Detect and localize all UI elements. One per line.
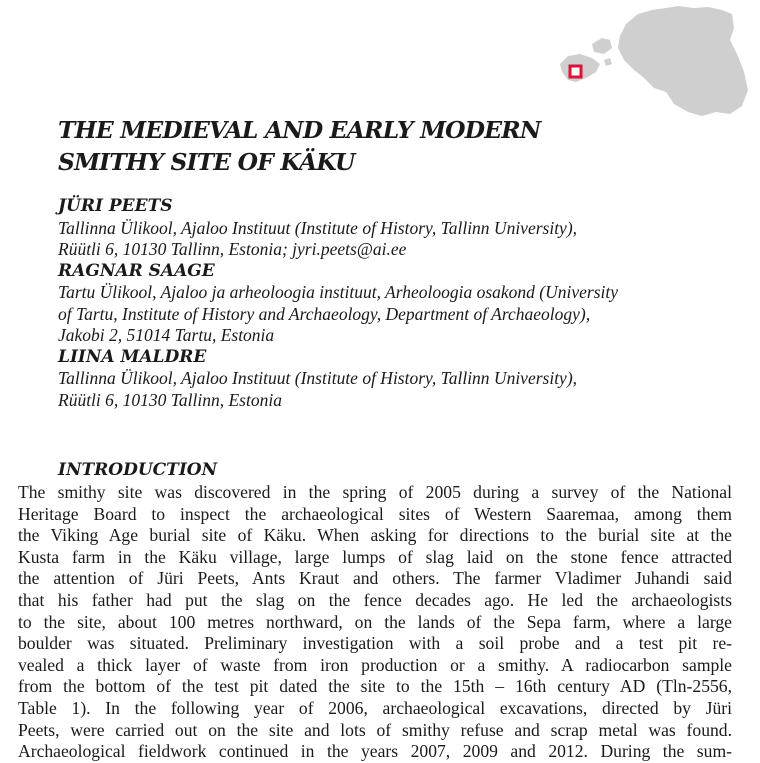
body-line-text: the Viking Age burial site of Käku. When asking for directions to the burial site at the xyxy=(18,525,732,546)
estonia-mainland-shape xyxy=(618,6,748,116)
author-name: LIINA MALDRE xyxy=(58,346,207,367)
body-line xyxy=(18,482,732,504)
body-line-text: boulder was situated. Preliminary investigation with a soil probe and a test pit re- xyxy=(18,633,732,654)
author-affiliation-line: of Tartu, Institute of History and Archaeology, Department of Archaeology), xyxy=(58,303,591,324)
section-heading: INTRODUCTION xyxy=(58,460,218,480)
author-affiliation-line: Tartu Ülikool, Ajaloo ja arheoloogia instituut, Arheoloogia osakond (University xyxy=(58,282,619,302)
body-line xyxy=(18,568,732,590)
body-line xyxy=(18,633,732,655)
body-line xyxy=(18,525,732,547)
body-paragraph xyxy=(18,482,732,763)
author-block xyxy=(58,347,748,412)
hiiumaa-island-shape xyxy=(592,38,612,54)
title-line-1: THE MEDIEVAL AND EARLY MODERN xyxy=(58,116,541,144)
body-line-text: from the bottom of the test pit dated the site to the 15th – 16th century AD (Tln-2556, xyxy=(18,676,732,697)
body-line-text: Heritage Board to inspect the archaeological sites of Western Saaremaa, among them xyxy=(18,503,732,524)
article-title xyxy=(58,114,540,178)
body-line-text: The smithy site was discovered in the spring of 2005 during a survey of the National xyxy=(18,482,732,502)
body-line-text: Archaeological fieldwork continued in the years 2007, 2009 and 2012. During the sum- xyxy=(18,741,732,762)
site-marker xyxy=(570,66,581,77)
body-line xyxy=(18,698,732,720)
body-line xyxy=(18,741,732,763)
author-name: JÜRI PEETS xyxy=(58,196,173,216)
body-line xyxy=(18,676,732,698)
author-block xyxy=(58,196,748,261)
body-line xyxy=(18,547,732,569)
body-line-text: to the site, about 100 metres northward, on the lands of the Sepa farm, where a large xyxy=(18,611,732,632)
body-line-text: Peets, were carried out on the site and lots of smithy refuse and scrap metal was found. xyxy=(18,719,732,740)
author-name: RAGNAR SAAGE xyxy=(58,260,215,281)
author-affiliation-line: Rüütli 6, 10130 Tallinn, Estonia xyxy=(58,389,282,410)
body-line xyxy=(18,655,732,677)
author-affiliation-line: Tallinna Ülikool, Ajaloo Instituut (Institute of History, Tallinn University), xyxy=(58,217,578,238)
muhu-island-shape xyxy=(604,58,612,66)
author-affiliation-line: Tallinna Ülikool, Ajaloo Instituut (Institute of History, Tallinn University), xyxy=(58,368,578,388)
body-line xyxy=(18,590,732,612)
author-affiliation-line: Jakobi 2, 51014 Tartu, Estonia xyxy=(58,325,275,345)
estonia-map xyxy=(548,0,760,130)
author-list xyxy=(58,196,748,411)
body-line xyxy=(18,720,732,742)
body-line-text: Kusta farm in the Käku village, large lumps of slag laid on the stone fence attracted xyxy=(18,546,732,567)
title-line-2: SMITHY SITE OF KÄKU xyxy=(58,148,355,176)
body-line-text: the attention of Jüri Peets, Ants Kraut and others. The farmer Vladimer Juhandi said xyxy=(18,568,732,589)
body-line-text: Table 1). In the following year of 2006, archaeological excavations, directed by Jüri xyxy=(18,697,732,718)
body-line xyxy=(18,504,732,526)
author-affiliation-line: Rüütli 6, 10130 Tallinn, Estonia; jyri.peets@ai.ee xyxy=(58,239,407,259)
body-line-text: that his father had put the slag on the fence decades ago. He led the archaeologists xyxy=(18,589,732,610)
author-block xyxy=(58,261,748,347)
body-line xyxy=(18,612,732,634)
body-line-text: vealed a thick layer of waste from iron production or a smithy. A radiocarbon sample xyxy=(18,654,732,675)
